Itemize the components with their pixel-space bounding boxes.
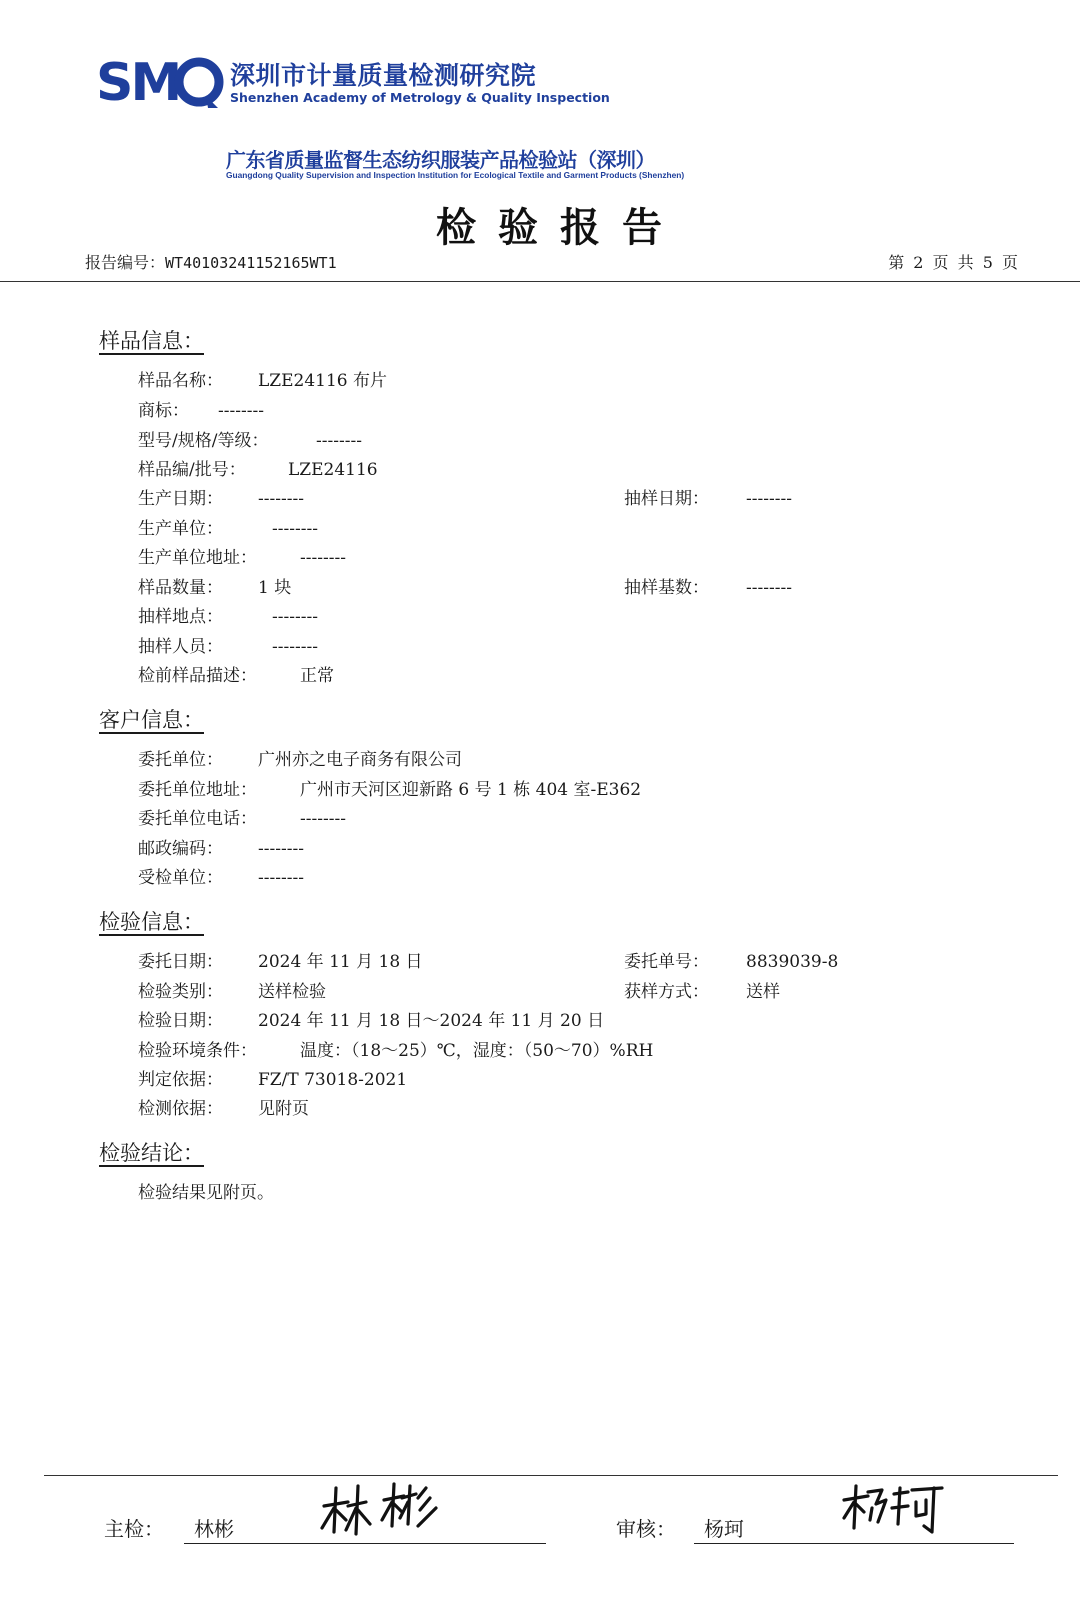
field-pre-description: 检前样品描述： 正常 bbox=[138, 666, 334, 686]
institute-name-en: Shenzhen Academy of Metrology & Quality Inspection bbox=[230, 90, 610, 105]
page-indicator: 第 2 页 共 5 页 bbox=[888, 253, 1020, 272]
field-client-address: 委托单位地址： 广州市天河区迎新路 6 号 1 栋 404 室-E362 bbox=[138, 780, 642, 800]
field-sampler: 抽样人员： -------- bbox=[138, 637, 318, 657]
field-client-phone: 委托单位电话： -------- bbox=[138, 809, 346, 829]
field-commission-date: 委托日期： 2024 年 11 月 18 日 bbox=[138, 952, 423, 972]
section-title-sample: 样品信息： bbox=[99, 329, 204, 353]
smq-logo bbox=[96, 52, 226, 114]
field-sample-method: 获样方式： 送样 bbox=[624, 982, 780, 1002]
reviewer-sign-line bbox=[694, 1543, 1014, 1544]
footer-divider bbox=[44, 1475, 1058, 1476]
field-sample-name: 样品名称： LZE24116 布片 bbox=[138, 371, 387, 391]
field-producer: 生产单位： -------- bbox=[138, 519, 318, 539]
svg-text:SM: SM bbox=[96, 53, 180, 113]
field-sampling-base: 抽样基数： -------- bbox=[624, 578, 792, 598]
reviewer-signature bbox=[842, 1482, 952, 1544]
station-name-en: Guangdong Quality Supervision and Inspection Institution for Ecological Textile and Garment Products (Shenzhen) bbox=[226, 170, 685, 180]
inspector-name: 林彬 bbox=[194, 1517, 234, 1541]
field-sample-quantity: 样品数量： 1 块 bbox=[138, 578, 292, 598]
field-batch: 样品编/批号： LZE24116 bbox=[138, 460, 378, 480]
field-client-company: 委托单位： 广州亦之电子商务有限公司 bbox=[138, 750, 462, 770]
field-environment: 检验环境条件： 温度：（18～25）℃，湿度：（50～70）%RH bbox=[138, 1041, 654, 1061]
header-divider bbox=[0, 281, 1080, 282]
institute-name-cn: 深圳市计量质量检测研究院 bbox=[230, 61, 537, 90]
section-title-client: 客户信息： bbox=[99, 708, 204, 732]
field-sampling-date: 抽样日期： -------- bbox=[624, 489, 792, 509]
inspector-signature bbox=[318, 1480, 448, 1542]
station-name-cn: 广东省质量监督生态纺织服装产品检验站（深圳） bbox=[226, 148, 655, 172]
reviewer-name: 杨珂 bbox=[704, 1517, 744, 1541]
field-production-date: 生产日期： -------- bbox=[138, 489, 304, 509]
field-inspected-unit: 受检单位： -------- bbox=[138, 868, 304, 888]
field-postcode: 邮政编码： -------- bbox=[138, 839, 304, 859]
conclusion-text: 检验结果见附页。 bbox=[138, 1183, 274, 1203]
section-title-inspection: 检验信息： bbox=[99, 910, 204, 934]
field-test-basis: 检测依据： 见附页 bbox=[138, 1099, 309, 1119]
report-number: 报告编号：WT40103241152165WT1 bbox=[85, 253, 337, 272]
field-sampling-place: 抽样地点： -------- bbox=[138, 607, 318, 627]
field-inspection-date: 检验日期： 2024 年 11 月 18 日～2024 年 11 月 20 日 bbox=[138, 1011, 605, 1031]
field-order-number: 委托单号： 8839039-8 bbox=[624, 952, 839, 972]
report-title: 检验报告 bbox=[436, 205, 684, 251]
field-brand: 商标： -------- bbox=[138, 401, 264, 421]
inspector-label: 主检： bbox=[104, 1517, 164, 1541]
field-criterion: 判定依据： FZ/T 73018-2021 bbox=[138, 1070, 408, 1090]
field-model: 型号/规格/等级： -------- bbox=[138, 431, 362, 451]
field-inspection-type: 检验类别： 送样检验 bbox=[138, 982, 326, 1002]
field-producer-address: 生产单位地址： -------- bbox=[138, 548, 346, 568]
reviewer-label: 审核： bbox=[616, 1517, 676, 1541]
section-title-conclusion: 检验结论： bbox=[99, 1141, 204, 1165]
inspector-sign-line bbox=[184, 1543, 546, 1544]
